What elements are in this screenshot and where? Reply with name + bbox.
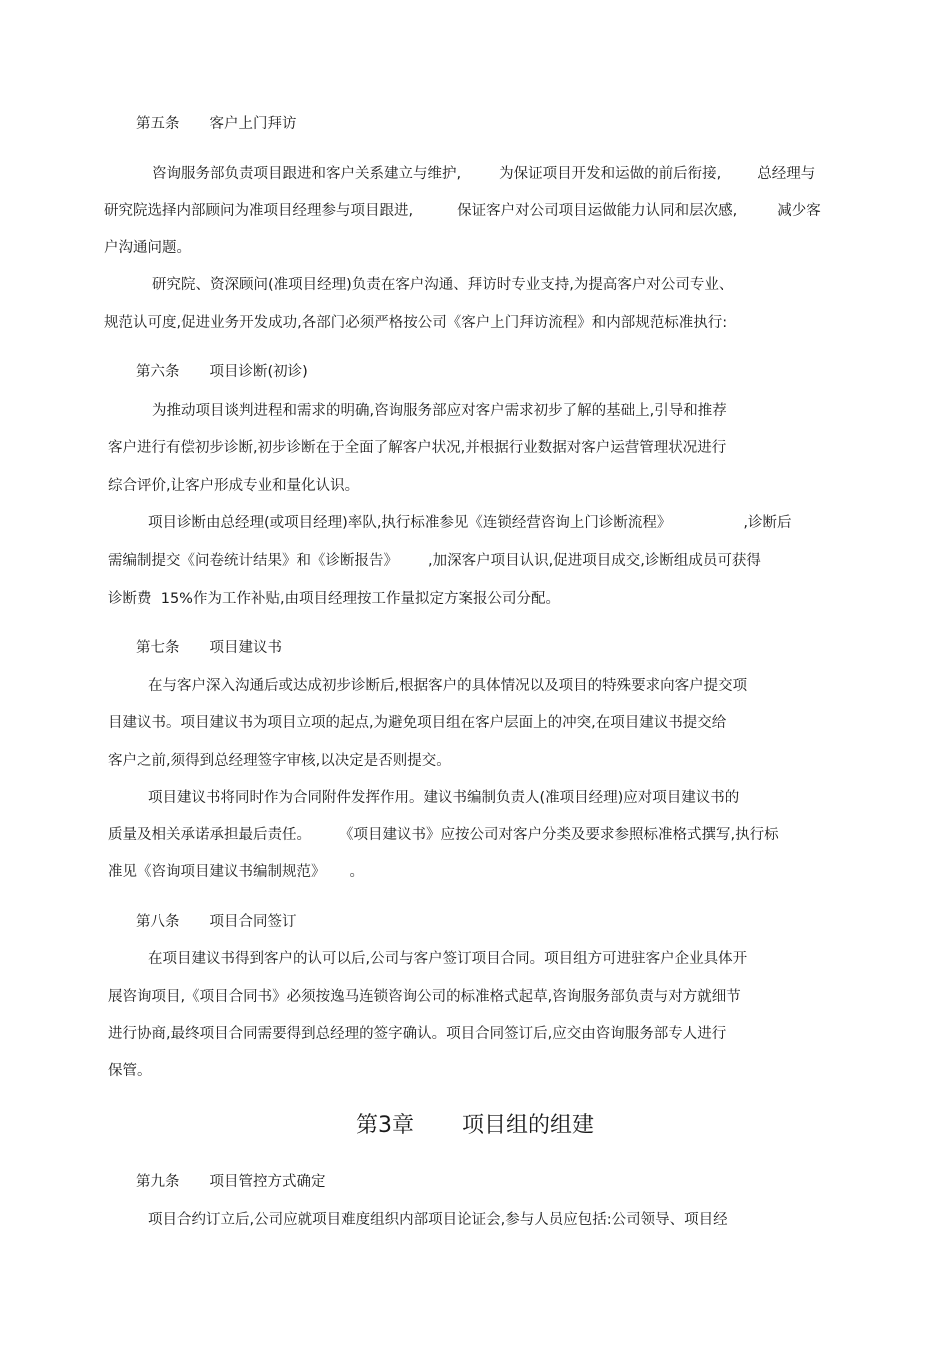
article-title: 项目管控方式确定 [209,1174,326,1190]
paragraph-line: 客户进行有偿初步诊断,初步诊断在于全面了解客户状况,并根据行业数据对客户运营管理状况进行 [108,440,727,456]
paragraph-line: 为推动项目谈判进程和需求的明确,咨询服务部应对客户需求初步了解的基础上,引导和推荐 [152,403,727,419]
paragraph-line: 在项目建议书得到客户的认可以后,公司与客户签订项目合同。项目组方可进驻客户企业具体开 [148,951,748,967]
paragraph-line: 研究院、资深顾问(准项目经理)负责在客户沟通、拜访时专业支持,为提高客户对公司专业、 [152,277,734,293]
text-segment: 准见《咨询项目建议书编制规范》 [108,864,326,880]
article-6-heading [136,362,308,382]
paragraph-line [104,201,821,221]
text-segment: 为保证项目开发和运做的前后衔接, [499,166,722,182]
article-title: 项目合同签订 [209,914,297,930]
article-number: 第五条 [136,116,180,132]
text-segment: 质量及相关承诺承担最后责任。 [108,827,311,843]
paragraph-line: 在与客户深入沟通后或达成初步诊断后,根据客户的具体情况以及项目的特殊要求向客户提交项 [148,678,748,694]
paragraph-line: 规范认可度,促进业务开发成功,各部门必须严格按公司《客户上门拜访流程》和内部规范标准执行: [104,315,728,331]
paragraph-line: 项目建议书将同时作为合同附件发挥作用。建议书编制负责人(准项目经理)应对项目建议书的 [148,790,740,806]
text-segment: 《项目建议书》应按公司对客户分类及要求参照标准格式撰写,执行标 [339,827,779,843]
article-9-heading [136,1172,326,1192]
chapter-number: 第3章 [355,1113,414,1138]
text-segment: 总经理与 [757,166,816,182]
article-8-heading [136,912,297,932]
text-segment: 需编制提交《问卷统计结果》和《诊断报告》 [108,553,398,569]
article-number: 第七条 [136,640,180,656]
paragraph-line: 展咨询项目,《项目合同书》必须按逸马连锁咨询公司的标准格式起草,咨询服务部负责与对方就细节 [108,989,741,1005]
paragraph-line: 客户之前,须得到总经理签字审核,以决定是否则提交。 [108,753,451,769]
paragraph-line [152,164,815,184]
text-segment: 咨询服务部负责项目跟进和客户关系建立与维护, [152,166,462,182]
paragraph-line: 诊断费 15%作为工作补贴,由项目经理按工作量拟定方案报公司分配。 [108,591,561,607]
text-segment: 保证客户对公司项目运做能力认同和层次感, [457,203,738,219]
text-segment: ,诊断后 [743,515,792,531]
text-segment: 研究院选择内部顾问为准项目经理参与项目跟进, [104,203,414,219]
article-title: 客户上门拜访 [209,116,297,132]
article-5-heading [136,114,297,134]
paragraph-line: 项目合约订立后,公司应就项目难度组织内部项目论证会,参与人员应包括:公司领导、项目经 [148,1212,728,1228]
chapter-title: 项目组的组建 [461,1113,594,1138]
article-number: 第六条 [136,364,180,380]
paragraph-line [108,825,779,845]
article-7-heading [136,638,282,658]
text-segment: 项目诊断由总经理(或项目经理)率队,执行标准参见《连锁经营咨询上门诊断流程》 [148,515,672,531]
paragraph-line [148,513,792,533]
paragraph-line: 综合评价,让客户形成专业和量化认识。 [108,478,360,494]
text-segment: 减少客 [777,203,821,219]
text-segment: 。 [349,864,364,880]
paragraph-line: 进行协商,最终项目合同需要得到总经理的签字确认。项目合同签订后,应交由咨询服务部专人进行 [108,1026,727,1042]
article-title: 项目诊断(初诊) [209,364,308,380]
paragraph-line: 户沟通问题。 [104,240,191,256]
paragraph-line [108,551,761,571]
article-title: 项目建议书 [209,640,282,656]
paragraph-line: 目建议书。项目建议书为项目立项的起点,为避免项目组在客户层面上的冲突,在项目建议书提交给 [108,715,727,731]
article-number: 第八条 [136,914,180,930]
paragraph-line [108,862,364,882]
chapter-heading [0,1112,950,1140]
article-number: 第九条 [136,1174,180,1190]
text-segment: ,加深客户项目认识,促进项目成交,诊断组成员可获得 [428,553,761,569]
paragraph-line: 保管。 [108,1063,152,1079]
